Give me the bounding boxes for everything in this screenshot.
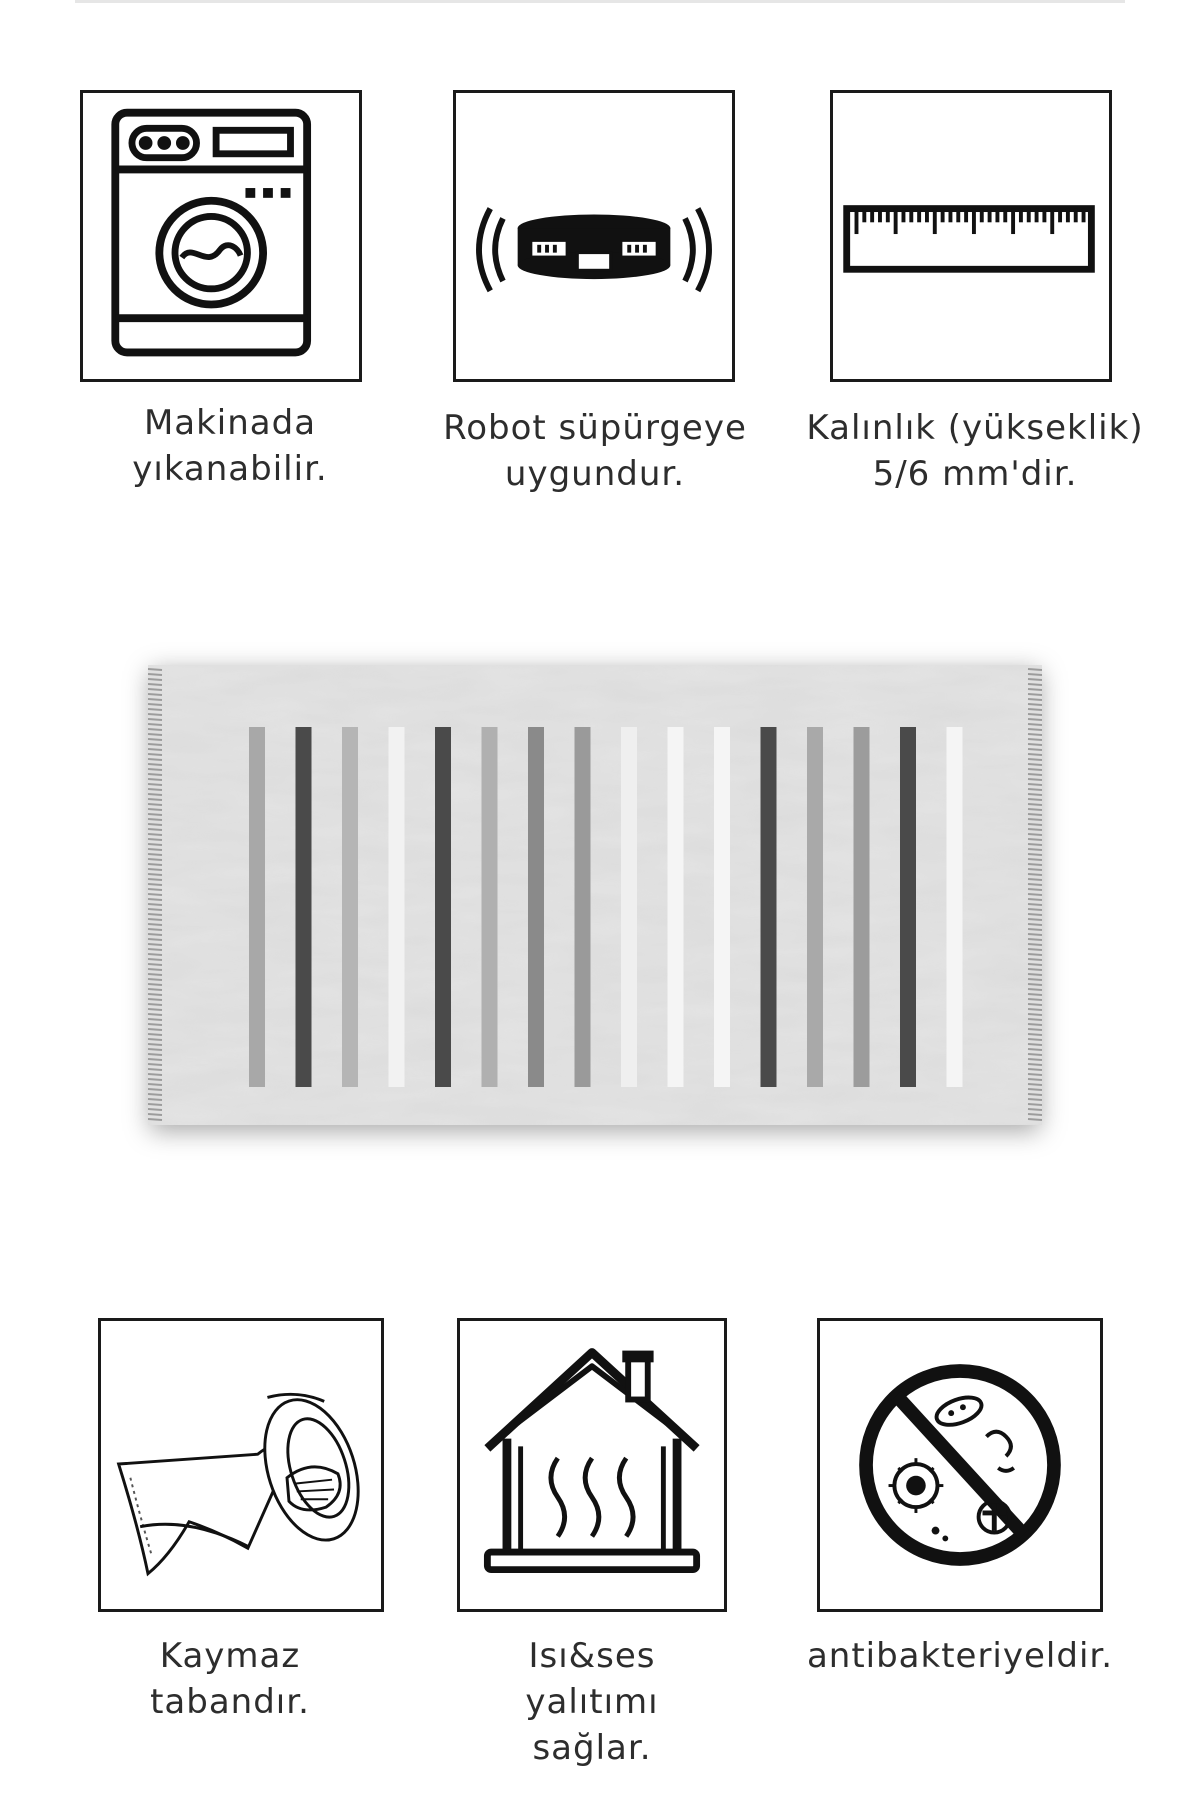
rug-fringe-thread [148,734,162,735]
caption-non-slip: Kaymaz tabandır. [150,1636,310,1722]
rug-fringe-thread [1028,1064,1042,1065]
rug-fringe-thread [148,939,162,940]
rug-fringe-thread [148,1004,162,1005]
rug-fringe-thread [1028,1034,1042,1035]
rug-fringe-thread [148,799,162,800]
rug-fringe-thread [148,879,162,880]
rug-fringe-thread [148,924,162,925]
rug-fringe-thread [148,789,162,790]
rug-fringe-thread [1028,964,1042,965]
rug-fringe-thread [1028,914,1042,915]
rug-fringe-thread [148,1034,162,1035]
rug-fringe-thread [1028,794,1042,795]
rug-fringe-thread [1028,669,1042,670]
rug-fringe-thread [1028,1114,1042,1115]
rug-fringe-thread [1028,999,1042,1000]
rug-fringe-thread [1028,689,1042,690]
rug-fringe-thread [148,839,162,840]
rug-fringe-thread [1028,814,1042,815]
rug-fringe-thread [1028,1009,1042,1010]
rug-fringe-thread [1028,1044,1042,1045]
rug-fringe-thread [148,894,162,895]
rug-fringe-thread [148,1104,162,1105]
rug-fringe-thread [148,744,162,745]
rug-stripe [482,727,498,1087]
rug-fringe-thread [148,884,162,885]
rug-fringe-thread [148,954,162,955]
rug-stripe [389,727,405,1087]
rug-fringe-thread [1028,1074,1042,1075]
rug-fringe-thread [1028,959,1042,960]
rug-fringe-thread [148,964,162,965]
rug-fringe-thread [148,694,162,695]
rug-stripe [435,727,451,1087]
rug-fringe-thread [148,989,162,990]
heated-house-icon [457,1318,727,1612]
rug-fringe-thread [148,1084,162,1085]
rug-fringe-thread [148,1019,162,1020]
rug-fringe-thread [148,849,162,850]
rug-stripe [900,727,916,1087]
rug-fringe-thread [148,854,162,855]
rug-fringe-thread [1028,1104,1042,1105]
rug-fringe-thread [148,1054,162,1055]
rug-fringe-thread [1028,904,1042,905]
rug-stripe [296,727,312,1087]
rug-fringe-thread [148,774,162,775]
rug-fringe-thread [148,1089,162,1090]
rug-fringe-thread [1028,1094,1042,1095]
rug-fringe-thread [1028,729,1042,730]
top-divider [75,0,1125,3]
rug-fringe-thread [1028,714,1042,715]
rug-fringe-thread [1028,859,1042,860]
caption-thickness: Kalınlık (yükseklik) 5/6 mm'dir. [806,408,1144,494]
rug-fringe-thread [1028,1014,1042,1015]
rug-fringe-thread [1028,694,1042,695]
rug-fringe-thread [1028,829,1042,830]
rug-fringe-thread [148,824,162,825]
rug-fringe-thread [1028,1004,1042,1005]
caption-robot-vacuum: Robot süpürgeye uygundur. [443,408,747,494]
rug-fringe-thread [148,874,162,875]
rug-fringe-thread [148,969,162,970]
rug-fringe-thread [1028,899,1042,900]
rug-fringe-thread [148,1094,162,1095]
rug-fringe-thread [148,974,162,975]
rug-fringe-thread [1028,1089,1042,1090]
caption-machine-wash: Makinada yıkanabilir. [132,403,328,489]
rug-fringe-thread [1028,824,1042,825]
rug-fringe-thread [148,1039,162,1040]
striped-rug-image [148,665,1042,1125]
rug-fringe-thread [148,829,162,830]
rug-fringe-thread [148,914,162,915]
rug-fringe-thread [148,1074,162,1075]
rug-fringe-thread [148,759,162,760]
washing-machine-icon [80,90,362,382]
rug-fringe-thread [148,739,162,740]
rug-fringe-thread [148,844,162,845]
rug-fringe-thread [148,719,162,720]
rug-stripe [947,727,963,1087]
rug-fringe-thread [1028,774,1042,775]
rug-fringe-thread [1028,1019,1042,1020]
rug-fringe-thread [1028,1099,1042,1100]
rug-fringe-thread [1028,1069,1042,1070]
rug-fringe-thread [148,929,162,930]
rug-fringe-thread [148,979,162,980]
rug-fringe-thread [148,1044,162,1045]
rug-fringe-thread [148,684,162,685]
rug-fringe-thread [1028,804,1042,805]
rug-fringe-thread [1028,989,1042,990]
rug-fringe-thread [1028,879,1042,880]
rug-fringe-thread [1028,894,1042,895]
rug-fringe-thread [148,674,162,675]
rug-fringe-thread [1028,699,1042,700]
rug-stripe [761,727,777,1087]
rug-fringe-thread [1028,734,1042,735]
rug-fringe-thread [1028,684,1042,685]
rug-fringe-thread [148,729,162,730]
rug-fringe-thread [148,749,162,750]
rug-fringe-thread [1028,994,1042,995]
rug-stripe [575,727,591,1087]
rug-fringe-thread [148,999,162,1000]
rug-fringe-thread [1028,944,1042,945]
rug-fringe-thread [1028,789,1042,790]
rug-fringe-thread [1028,974,1042,975]
rug-fringe-thread [148,804,162,805]
rug-fringe-thread [148,1099,162,1100]
rug-fringe-thread [1028,1054,1042,1055]
rug-fringe-thread [1028,934,1042,935]
rug-fringe-thread [148,769,162,770]
rug-fringe-thread [148,689,162,690]
rug-fringe-thread [148,1024,162,1025]
rug-fringe-thread [1028,864,1042,865]
rug-fringe-thread [1028,719,1042,720]
rug-fringe-thread [1028,909,1042,910]
rug-fringe-thread [1028,929,1042,930]
rug-fringe-thread [148,994,162,995]
rug-fringe-thread [1028,1024,1042,1025]
rug-fringe-thread [1028,979,1042,980]
rug-fringe-thread [1028,844,1042,845]
rug-fringe-thread [1028,764,1042,765]
rug-fringe-thread [148,984,162,985]
rug-fringe-thread [148,904,162,905]
rug-fringe-thread [1028,849,1042,850]
rug-fringe-thread [148,959,162,960]
rug-fringe-thread [1028,709,1042,710]
rug-stripe [668,727,684,1087]
rug-stripe [714,727,730,1087]
rug-fringe-thread [148,714,162,715]
rug-fringe-thread [1028,759,1042,760]
rug-fringe-thread [1028,1049,1042,1050]
rug-fringe-thread [148,1014,162,1015]
rug-fringe-thread [1028,1059,1042,1060]
rug-fringe-thread [1028,749,1042,750]
rug-fringe-thread [1028,854,1042,855]
rug-fringe-thread [1028,1079,1042,1080]
rug-fringe-thread [148,889,162,890]
rug-fringe-thread [148,1049,162,1050]
rug-fringe-thread [148,944,162,945]
rug-fringe-thread [148,794,162,795]
rug-fringe-thread [1028,679,1042,680]
rug-fringe-thread [1028,834,1042,835]
rug-fringe-thread [148,864,162,865]
rug-fringe-thread [148,909,162,910]
rug-fringe-thread [148,899,162,900]
rug-fringe-thread [1028,1029,1042,1030]
rug-fringe-thread [1028,939,1042,940]
rug-fringe-thread [1028,1119,1042,1120]
rug-fringe-thread [1028,954,1042,955]
rug-fringe-thread [148,1119,162,1120]
rug-fringe-thread [1028,874,1042,875]
rug-fringe-thread [148,1069,162,1070]
rug-fringe-thread [148,704,162,705]
ruler-icon [830,90,1112,382]
rug-fringe-thread [1028,779,1042,780]
rug-fringe-thread [148,919,162,920]
rug-fringe-thread [148,819,162,820]
rug-fringe-thread [148,709,162,710]
rug-fringe-thread [148,699,162,700]
rug-fringe-thread [148,1029,162,1030]
rug-stripe [342,727,358,1087]
robot-vacuum-icon [453,90,735,382]
rug-fringe-thread [1028,819,1042,820]
rug-fringe-thread [1028,799,1042,800]
rug-fringe-thread [148,1114,162,1115]
rug-fringe-thread [1028,884,1042,885]
rug-fringe-thread [1028,949,1042,950]
rug-fringe-thread [1028,1109,1042,1110]
rug-fringe-thread [148,779,162,780]
rug-stripe [528,727,544,1087]
rug-fringe-thread [148,869,162,870]
rug-fringe-thread [148,814,162,815]
rug-fringe-thread [148,1059,162,1060]
rug-fringe-thread [1028,889,1042,890]
rug-fringe-thread [1028,704,1042,705]
rug-stripe [807,727,823,1087]
rug-fringe-thread [148,834,162,835]
rug-fringe-thread [148,764,162,765]
caption-antibacterial: antibakteriyeldir. [806,1636,1114,1676]
rug-fringe-thread [1028,754,1042,755]
caption-insulation: Isı&ses yalıtımı sağlar. [525,1636,659,1768]
rug-fringe-thread [1028,744,1042,745]
rug-fringe-thread [148,859,162,860]
rug-fringe-thread [1028,1084,1042,1085]
rug-fringe-thread [148,669,162,670]
rug-fringe-thread [148,1064,162,1065]
rug-fringe-thread [148,1109,162,1110]
rug-stripe [249,727,265,1087]
rug-fringe-thread [1028,1039,1042,1040]
rug-fringe-thread [148,784,162,785]
rolled-rug-icon [98,1318,384,1612]
no-bacteria-icon [817,1318,1103,1612]
rug-fringe-thread [1028,919,1042,920]
rug-fringe-thread [1028,724,1042,725]
rug-fringe-thread [1028,809,1042,810]
rug-fringe-thread [1028,769,1042,770]
rug-fringe-thread [148,754,162,755]
rug-fringe-thread [148,1079,162,1080]
rug-fringe-thread [148,949,162,950]
rug-fringe-thread [1028,984,1042,985]
rug-fringe-thread [148,679,162,680]
rug-fringe-thread [1028,839,1042,840]
rug-fringe-thread [148,724,162,725]
rug-fringe-thread [1028,674,1042,675]
rug-fringe-thread [148,1009,162,1010]
rug-stripe [854,727,870,1087]
rug-fringe-thread [1028,924,1042,925]
rug-fringe-thread [1028,784,1042,785]
rug-fringe-thread [148,809,162,810]
rug-stripe [621,727,637,1087]
rug-fringe-thread [1028,739,1042,740]
rug-fringe-thread [148,934,162,935]
rug-fringe-thread [1028,969,1042,970]
rug-fringe-thread [1028,869,1042,870]
